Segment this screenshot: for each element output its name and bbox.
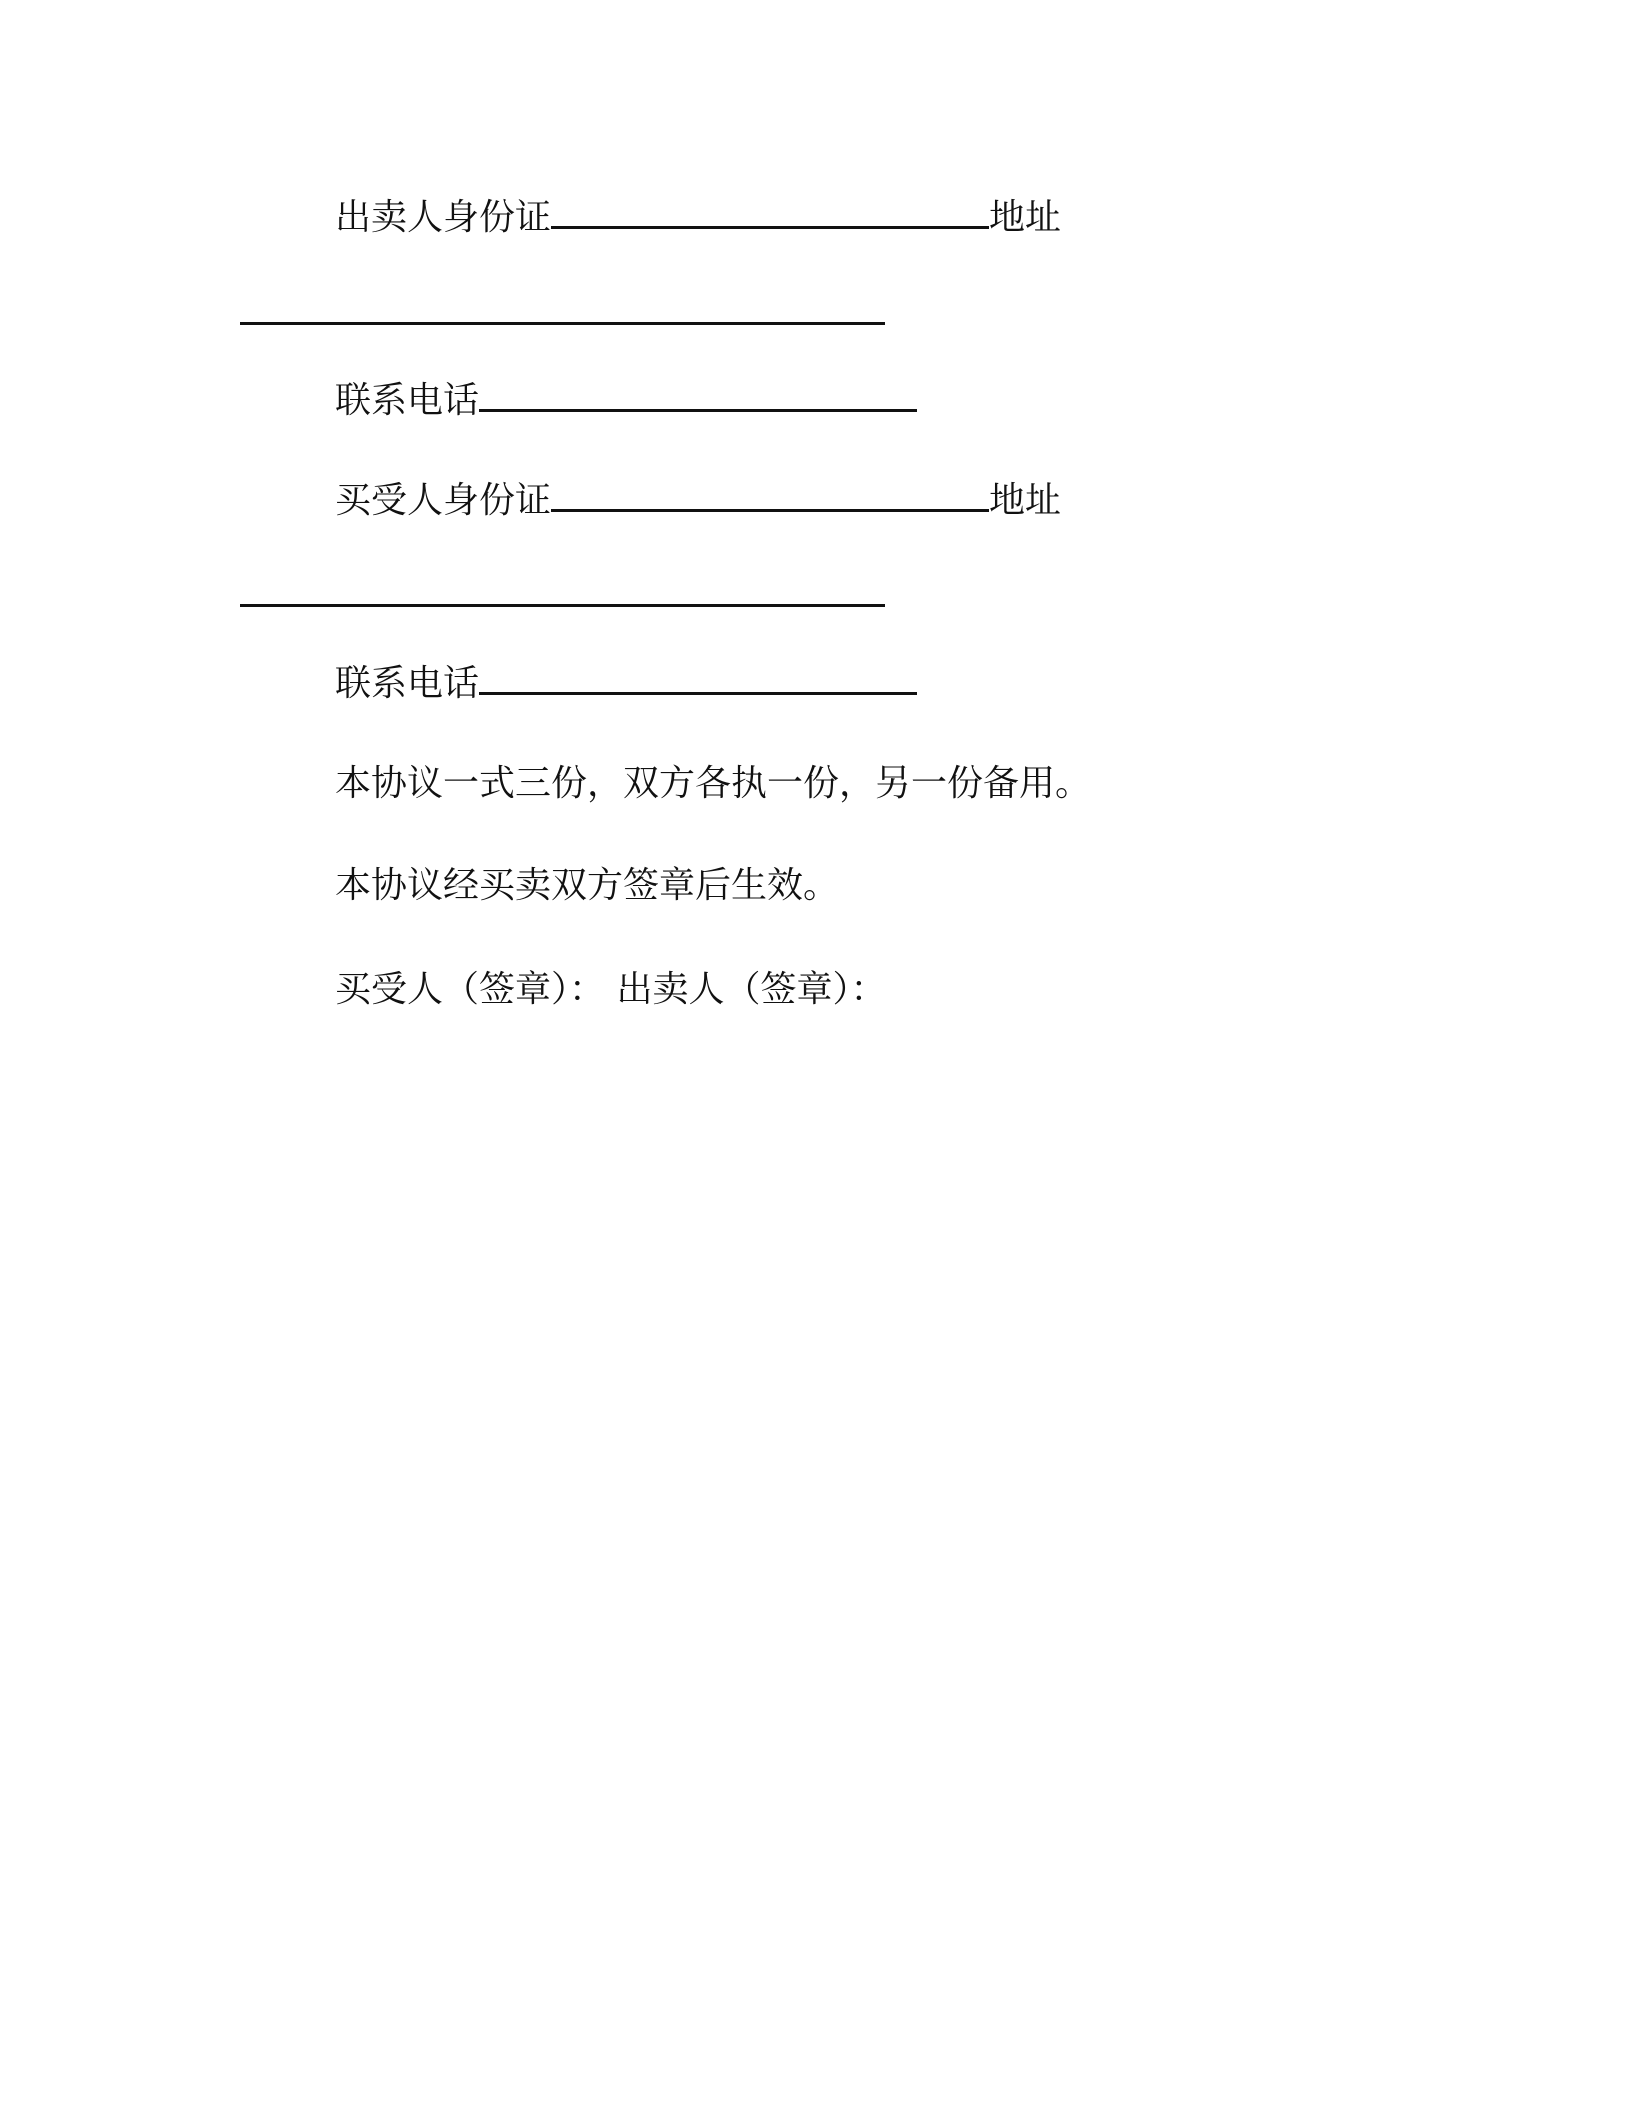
seller-id-blank[interactable] — [551, 192, 989, 229]
buyer-phone-blank[interactable] — [479, 658, 917, 695]
copies-clause: 本协议一式三份，双方各执一份，另一份备用。 — [335, 763, 1092, 804]
buyer-id-line — [335, 475, 1061, 525]
seller-address-blank[interactable] — [240, 288, 885, 325]
buyer-address-blank[interactable] — [240, 570, 885, 607]
seller-phone-line — [335, 375, 917, 425]
buyer-id-label: 买受人身份证 — [335, 480, 552, 521]
seller-phone-blank[interactable] — [479, 375, 917, 412]
seller-address-line — [240, 288, 885, 338]
buyer-address-label: 地址 — [989, 480, 1062, 521]
seller-id-label: 出卖人身份证 — [335, 197, 552, 238]
buyer-address-line — [240, 570, 885, 620]
seller-address-label: 地址 — [989, 197, 1062, 238]
signature-line: 买受人（签章）： 出卖人（签章）： — [335, 969, 887, 1010]
buyer-phone-line — [335, 658, 917, 708]
effect-clause: 本协议经买卖双方签章后生效。 — [335, 865, 840, 906]
buyer-id-blank[interactable] — [551, 475, 989, 512]
seller-id-line — [335, 192, 1061, 242]
seller-phone-label: 联系电话 — [335, 380, 480, 421]
buyer-phone-label: 联系电话 — [335, 663, 480, 704]
